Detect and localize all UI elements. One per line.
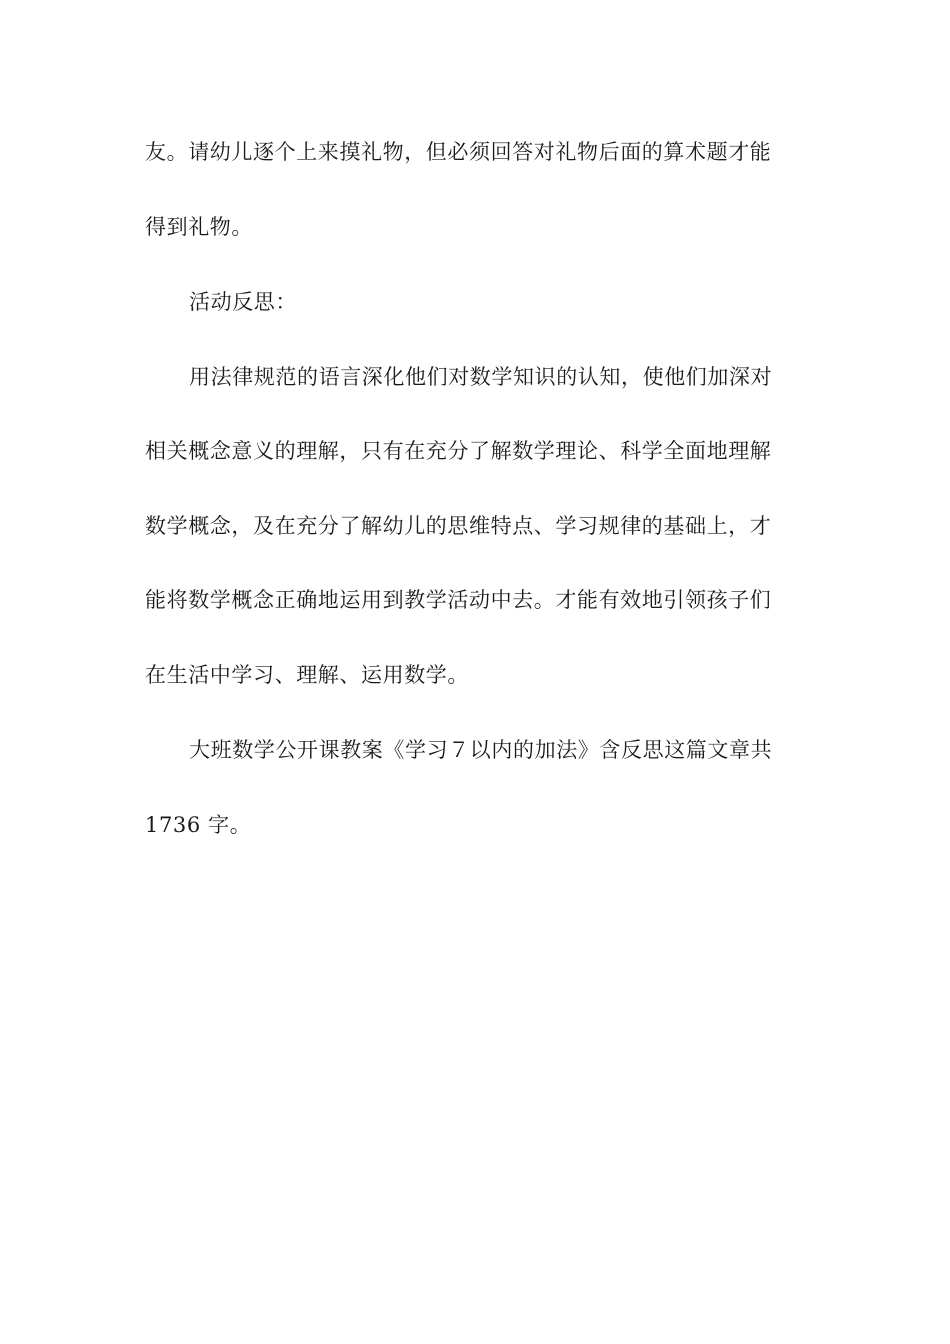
- paragraph-line: 在生活中学习、理解、运用数学。: [145, 663, 469, 687]
- paragraph-line: 友。请幼儿逐个上来摸礼物，但必须回答对礼物后面的算术题才能: [145, 140, 772, 164]
- paragraph-line: 用法律规范的语言深化他们对数学知识的认知，使他们加深对: [189, 365, 773, 389]
- section-heading: 活动反思：: [189, 290, 297, 314]
- word-count-line: 1736 字。: [145, 813, 252, 837]
- paragraph-line: 相关概念意义的理解，只有在充分了解数学理论、科学全面地理解: [145, 439, 772, 463]
- paragraph-line: 得到礼物。: [145, 215, 253, 239]
- paragraph-line: 大班数学公开课教案《学习７以内的加法》含反思这篇文章共: [189, 738, 773, 762]
- paragraph-line: 能将数学概念正确地运用到教学活动中去。才能有效地引领孩子们: [145, 588, 772, 612]
- paragraph-line: 数学概念，及在充分了解幼儿的思维特点、学习规律的基础上，才: [145, 514, 772, 538]
